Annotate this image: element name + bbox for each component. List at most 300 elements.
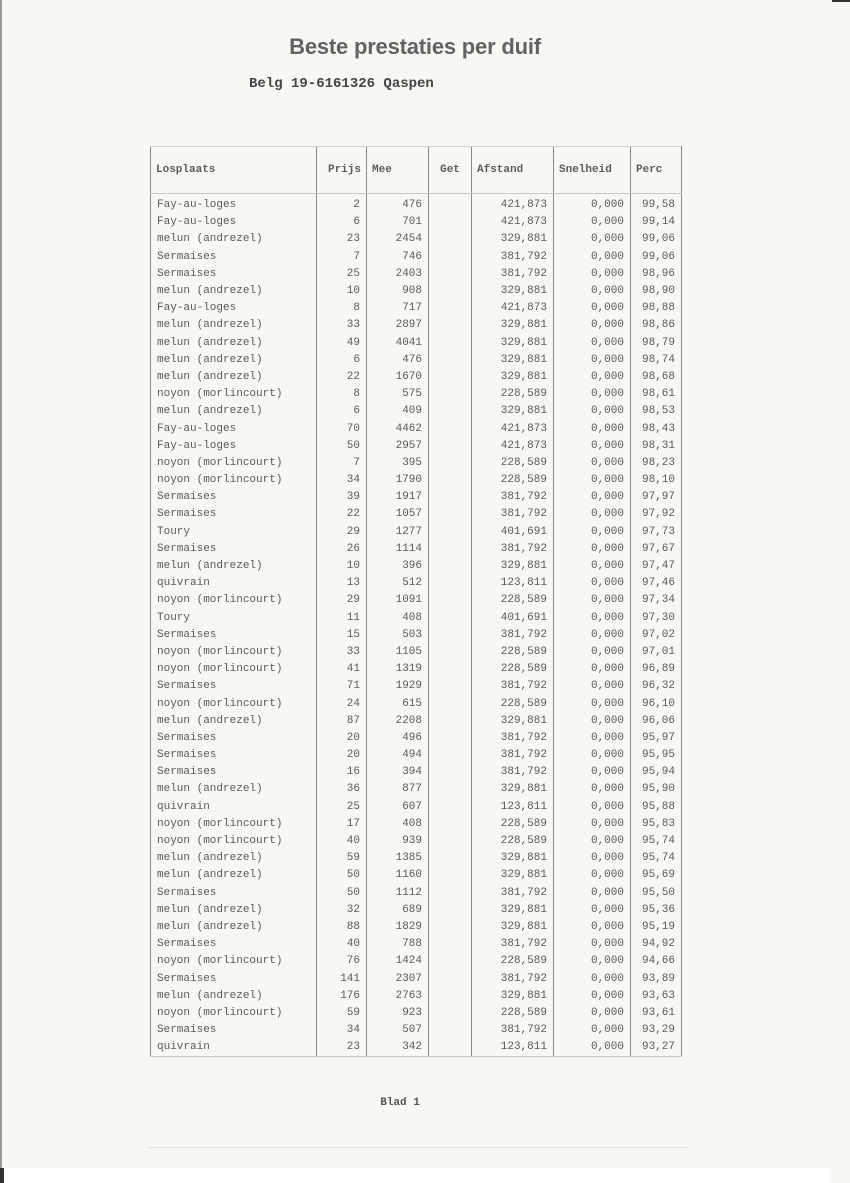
cell-losplaats: melun (andrezel) (151, 317, 317, 334)
cell-prijs: 49 (317, 335, 367, 352)
cell-get (429, 764, 472, 781)
cell-get (429, 266, 472, 283)
cell-perc: 98,23 (631, 455, 682, 472)
table-row (151, 386, 682, 403)
cell-perc: 97,47 (631, 558, 682, 575)
cell-snelheid: 0,000 (554, 953, 631, 970)
cell-mee: 701 (367, 214, 429, 231)
cell-snelheid: 0,000 (554, 317, 631, 334)
cell-perc: 98,53 (631, 403, 682, 420)
cell-afstand: 123,811 (472, 1039, 554, 1057)
cell-get (429, 781, 472, 798)
cell-get (429, 695, 472, 712)
cell-losplaats: Toury (151, 524, 317, 541)
cell-get (429, 816, 472, 833)
cell-get (429, 730, 472, 747)
cell-losplaats: noyon (morlincourt) (151, 644, 317, 661)
cell-perc: 97,01 (631, 644, 682, 661)
table-row (151, 713, 682, 730)
cell-losplaats: Sermaises (151, 249, 317, 266)
cell-afstand: 329,881 (472, 919, 554, 936)
table-row (151, 695, 682, 712)
cell-afstand: 123,811 (472, 799, 554, 816)
scan-left-edge (0, 0, 2, 1183)
cell-mee: 408 (367, 816, 429, 833)
cell-losplaats: Sermaises (151, 627, 317, 644)
cell-prijs: 6 (317, 214, 367, 231)
cell-mee: 2307 (367, 970, 429, 987)
cell-afstand: 381,792 (472, 747, 554, 764)
cell-perc: 99,06 (631, 249, 682, 266)
cell-perc: 93,89 (631, 970, 682, 987)
cell-afstand: 381,792 (472, 970, 554, 987)
cell-mee: 503 (367, 627, 429, 644)
cell-prijs: 33 (317, 317, 367, 334)
cell-mee: 615 (367, 695, 429, 712)
cell-losplaats: noyon (morlincourt) (151, 833, 317, 850)
cell-perc: 98,68 (631, 369, 682, 386)
page-number: Blad 1 (380, 1097, 420, 1109)
cell-get (429, 420, 472, 437)
table-row (151, 335, 682, 352)
cell-losplaats: Sermaises (151, 730, 317, 747)
cell-get (429, 644, 472, 661)
cell-afstand: 329,881 (472, 369, 554, 386)
table-row (151, 489, 682, 506)
cell-perc: 97,46 (631, 575, 682, 592)
cell-perc: 99,58 (631, 194, 682, 215)
pigeon-id: Belg 19-6161326 Qaspen (249, 76, 434, 92)
table-row (151, 231, 682, 248)
cell-losplaats: Sermaises (151, 678, 317, 695)
cell-mee: 877 (367, 781, 429, 798)
cell-mee: 746 (367, 249, 429, 266)
cell-perc: 99,14 (631, 214, 682, 231)
cell-prijs: 22 (317, 506, 367, 523)
cell-mee: 494 (367, 747, 429, 764)
cell-perc: 97,92 (631, 506, 682, 523)
cell-mee: 939 (367, 833, 429, 850)
cell-snelheid: 0,000 (554, 1039, 631, 1057)
table-row (151, 970, 682, 987)
cell-perc: 95,36 (631, 902, 682, 919)
cell-prijs: 34 (317, 1022, 367, 1039)
cell-mee: 1829 (367, 919, 429, 936)
cell-perc: 95,74 (631, 833, 682, 850)
cell-afstand: 329,881 (472, 713, 554, 730)
cell-prijs: 11 (317, 610, 367, 627)
header-get: Get (429, 147, 472, 194)
cell-losplaats: Sermaises (151, 747, 317, 764)
cell-get (429, 953, 472, 970)
cell-prijs: 7 (317, 249, 367, 266)
cell-perc: 95,94 (631, 764, 682, 781)
cell-snelheid: 0,000 (554, 833, 631, 850)
cell-snelheid: 0,000 (554, 489, 631, 506)
table-row (151, 283, 682, 300)
cell-afstand: 421,873 (472, 420, 554, 437)
header-snelheid: Snelheid (554, 147, 631, 194)
cell-afstand: 381,792 (472, 730, 554, 747)
table-row (151, 816, 682, 833)
cell-mee: 2897 (367, 317, 429, 334)
cell-snelheid: 0,000 (554, 902, 631, 919)
cell-get (429, 335, 472, 352)
table-row (151, 420, 682, 437)
cell-mee: 788 (367, 936, 429, 953)
cell-snelheid: 0,000 (554, 403, 631, 420)
table-row (151, 988, 682, 1005)
cell-afstand: 228,589 (472, 644, 554, 661)
cell-snelheid: 0,000 (554, 541, 631, 558)
cell-snelheid: 0,000 (554, 506, 631, 523)
cell-perc: 97,67 (631, 541, 682, 558)
cell-mee: 476 (367, 352, 429, 369)
cell-prijs: 29 (317, 592, 367, 609)
table-row (151, 1005, 682, 1022)
cell-prijs: 50 (317, 885, 367, 902)
cell-mee: 342 (367, 1039, 429, 1057)
cell-afstand: 381,792 (472, 541, 554, 558)
cell-perc: 94,92 (631, 936, 682, 953)
cell-afstand: 329,881 (472, 335, 554, 352)
cell-snelheid: 0,000 (554, 249, 631, 266)
cell-snelheid: 0,000 (554, 1005, 631, 1022)
cell-perc: 98,96 (631, 266, 682, 283)
cell-afstand: 401,691 (472, 524, 554, 541)
cell-losplaats: melun (andrezel) (151, 403, 317, 420)
cell-snelheid: 0,000 (554, 867, 631, 884)
cell-prijs: 25 (317, 266, 367, 283)
cell-afstand: 228,589 (472, 953, 554, 970)
cell-prijs: 59 (317, 1005, 367, 1022)
table-row (151, 455, 682, 472)
cell-losplaats: Sermaises (151, 1022, 317, 1039)
table-row (151, 867, 682, 884)
cell-snelheid: 0,000 (554, 420, 631, 437)
cell-get (429, 524, 472, 541)
cell-afstand: 381,792 (472, 249, 554, 266)
cell-get (429, 988, 472, 1005)
cell-afstand: 329,881 (472, 231, 554, 248)
cell-snelheid: 0,000 (554, 799, 631, 816)
cell-prijs: 50 (317, 438, 367, 455)
cell-prijs: 76 (317, 953, 367, 970)
cell-mee: 2403 (367, 266, 429, 283)
cell-snelheid: 0,000 (554, 369, 631, 386)
cell-perc: 97,02 (631, 627, 682, 644)
cell-mee: 575 (367, 386, 429, 403)
cell-mee: 1790 (367, 472, 429, 489)
cell-perc: 93,27 (631, 1039, 682, 1057)
cell-perc: 98,90 (631, 283, 682, 300)
cell-get (429, 850, 472, 867)
cell-prijs: 26 (317, 541, 367, 558)
cell-get (429, 386, 472, 403)
cell-prijs: 36 (317, 781, 367, 798)
cell-perc: 97,73 (631, 524, 682, 541)
cell-prijs: 17 (317, 816, 367, 833)
cell-afstand: 228,589 (472, 386, 554, 403)
cell-losplaats: melun (andrezel) (151, 369, 317, 386)
cell-snelheid: 0,000 (554, 300, 631, 317)
cell-snelheid: 0,000 (554, 214, 631, 231)
cell-snelheid: 0,000 (554, 747, 631, 764)
table-row (151, 438, 682, 455)
cell-prijs: 59 (317, 850, 367, 867)
cell-perc: 99,06 (631, 231, 682, 248)
cell-prijs: 71 (317, 678, 367, 695)
cell-snelheid: 0,000 (554, 730, 631, 747)
table-row (151, 833, 682, 850)
table-row (151, 317, 682, 334)
cell-prijs: 40 (317, 833, 367, 850)
cell-get (429, 867, 472, 884)
cell-losplaats: Fay-au-loges (151, 438, 317, 455)
cell-mee: 1105 (367, 644, 429, 661)
cell-afstand: 228,589 (472, 695, 554, 712)
cell-losplaats: melun (andrezel) (151, 352, 317, 369)
cell-snelheid: 0,000 (554, 455, 631, 472)
cell-get (429, 970, 472, 987)
cell-perc: 96,32 (631, 678, 682, 695)
cell-perc: 95,50 (631, 885, 682, 902)
table-row (151, 352, 682, 369)
cell-afstand: 228,589 (472, 1005, 554, 1022)
cell-losplaats: quivrain (151, 575, 317, 592)
cell-perc: 96,89 (631, 661, 682, 678)
table-row (151, 592, 682, 609)
cell-mee: 607 (367, 799, 429, 816)
cell-afstand: 329,881 (472, 850, 554, 867)
cell-get (429, 369, 472, 386)
table-row (151, 558, 682, 575)
cell-prijs: 20 (317, 747, 367, 764)
cell-losplaats: Sermaises (151, 541, 317, 558)
cell-perc: 93,63 (631, 988, 682, 1005)
table-row (151, 524, 682, 541)
cell-mee: 1385 (367, 850, 429, 867)
cell-get (429, 455, 472, 472)
cell-afstand: 381,792 (472, 489, 554, 506)
table-row (151, 472, 682, 489)
cell-afstand: 381,792 (472, 1022, 554, 1039)
cell-perc: 98,43 (631, 420, 682, 437)
cell-perc: 95,19 (631, 919, 682, 936)
cell-get (429, 627, 472, 644)
header-perc: Perc (631, 147, 682, 194)
cell-mee: 908 (367, 283, 429, 300)
cell-losplaats: Fay-au-loges (151, 194, 317, 215)
table-row (151, 541, 682, 558)
cell-perc: 96,06 (631, 713, 682, 730)
cell-snelheid: 0,000 (554, 386, 631, 403)
table-row (151, 919, 682, 936)
cell-mee: 717 (367, 300, 429, 317)
cell-perc: 93,29 (631, 1022, 682, 1039)
cell-mee: 4041 (367, 335, 429, 352)
cell-afstand: 401,691 (472, 610, 554, 627)
table-row (151, 575, 682, 592)
cell-prijs: 15 (317, 627, 367, 644)
cell-snelheid: 0,000 (554, 970, 631, 987)
cell-snelheid: 0,000 (554, 610, 631, 627)
cell-perc: 95,90 (631, 781, 682, 798)
cell-afstand: 329,881 (472, 317, 554, 334)
cell-afstand: 381,792 (472, 936, 554, 953)
cell-prijs: 10 (317, 283, 367, 300)
cell-losplaats: noyon (morlincourt) (151, 592, 317, 609)
cell-losplaats: melun (andrezel) (151, 919, 317, 936)
table-row (151, 730, 682, 747)
cell-prijs: 176 (317, 988, 367, 1005)
cell-perc: 97,30 (631, 610, 682, 627)
cell-get (429, 541, 472, 558)
cell-losplaats: noyon (morlincourt) (151, 386, 317, 403)
cell-snelheid: 0,000 (554, 850, 631, 867)
cell-mee: 408 (367, 610, 429, 627)
cell-prijs: 23 (317, 1039, 367, 1057)
cell-get (429, 661, 472, 678)
cell-losplaats: noyon (morlincourt) (151, 1005, 317, 1022)
cell-prijs: 70 (317, 420, 367, 437)
cell-mee: 1319 (367, 661, 429, 678)
cell-losplaats: Sermaises (151, 506, 317, 523)
cell-snelheid: 0,000 (554, 644, 631, 661)
cell-snelheid: 0,000 (554, 472, 631, 489)
cell-perc: 98,74 (631, 352, 682, 369)
cell-snelheid: 0,000 (554, 283, 631, 300)
header-afstand: Afstand (472, 147, 554, 194)
cell-afstand: 329,881 (472, 902, 554, 919)
header-losplaats: Losplaats (151, 147, 317, 194)
cell-afstand: 329,881 (472, 988, 554, 1005)
cell-get (429, 472, 472, 489)
cell-losplaats: Fay-au-loges (151, 214, 317, 231)
header-prijs: Prijs (317, 147, 367, 194)
cell-mee: 1057 (367, 506, 429, 523)
cell-get (429, 283, 472, 300)
cell-afstand: 329,881 (472, 352, 554, 369)
table-row (151, 627, 682, 644)
cell-losplaats: melun (andrezel) (151, 781, 317, 798)
cell-perc: 96,10 (631, 695, 682, 712)
cell-afstand: 329,881 (472, 558, 554, 575)
cell-mee: 2763 (367, 988, 429, 1005)
cell-perc: 95,83 (631, 816, 682, 833)
table-body (151, 194, 682, 1057)
cell-losplaats: Sermaises (151, 970, 317, 987)
cell-perc: 98,61 (631, 386, 682, 403)
table-row (151, 1022, 682, 1039)
cell-snelheid: 0,000 (554, 678, 631, 695)
cell-get (429, 489, 472, 506)
cell-mee: 396 (367, 558, 429, 575)
cell-perc: 95,97 (631, 730, 682, 747)
table-row (151, 369, 682, 386)
cell-mee: 923 (367, 1005, 429, 1022)
cell-mee: 512 (367, 575, 429, 592)
cell-get (429, 403, 472, 420)
results-table (150, 146, 682, 1057)
cell-losplaats: noyon (morlincourt) (151, 953, 317, 970)
cell-prijs: 39 (317, 489, 367, 506)
cell-snelheid: 0,000 (554, 713, 631, 730)
cell-get (429, 575, 472, 592)
cell-afstand: 228,589 (472, 833, 554, 850)
cell-perc: 94,66 (631, 953, 682, 970)
cell-get (429, 300, 472, 317)
cell-losplaats: melun (andrezel) (151, 867, 317, 884)
table-row (151, 781, 682, 798)
cell-get (429, 936, 472, 953)
cell-perc: 95,95 (631, 747, 682, 764)
cell-prijs: 41 (317, 661, 367, 678)
cell-losplaats: melun (andrezel) (151, 558, 317, 575)
cell-losplaats: melun (andrezel) (151, 283, 317, 300)
table-row (151, 1039, 682, 1057)
cell-mee: 1112 (367, 885, 429, 902)
cell-perc: 98,31 (631, 438, 682, 455)
cell-get (429, 231, 472, 248)
cell-perc: 97,34 (631, 592, 682, 609)
cell-perc: 97,97 (631, 489, 682, 506)
header-mee: Mee (367, 147, 429, 194)
cell-prijs: 29 (317, 524, 367, 541)
cell-afstand: 329,881 (472, 403, 554, 420)
cell-afstand: 228,589 (472, 816, 554, 833)
table-row (151, 936, 682, 953)
cell-losplaats: Sermaises (151, 764, 317, 781)
cell-afstand: 421,873 (472, 300, 554, 317)
cell-snelheid: 0,000 (554, 335, 631, 352)
divider (148, 1147, 688, 1148)
cell-snelheid: 0,000 (554, 695, 631, 712)
cell-prijs: 7 (317, 455, 367, 472)
cell-afstand: 421,873 (472, 438, 554, 455)
cell-snelheid: 0,000 (554, 524, 631, 541)
cell-mee: 1929 (367, 678, 429, 695)
cell-get (429, 214, 472, 231)
page-title: Beste prestaties per duif (289, 34, 541, 59)
cell-perc: 98,88 (631, 300, 682, 317)
cell-losplaats: melun (andrezel) (151, 335, 317, 352)
cell-losplaats: Fay-au-loges (151, 420, 317, 437)
cell-get (429, 1022, 472, 1039)
cell-prijs: 6 (317, 403, 367, 420)
cell-snelheid: 0,000 (554, 592, 631, 609)
cell-snelheid: 0,000 (554, 885, 631, 902)
cell-mee: 394 (367, 764, 429, 781)
cell-perc: 95,88 (631, 799, 682, 816)
cell-perc: 95,69 (631, 867, 682, 884)
table-header-row (151, 147, 682, 194)
cell-perc: 98,10 (631, 472, 682, 489)
table-row (151, 799, 682, 816)
cell-afstand: 329,881 (472, 867, 554, 884)
cell-mee: 4462 (367, 420, 429, 437)
table-row (151, 266, 682, 283)
cell-prijs: 25 (317, 799, 367, 816)
cell-prijs: 8 (317, 386, 367, 403)
cell-prijs: 6 (317, 352, 367, 369)
cell-perc: 95,74 (631, 850, 682, 867)
cell-afstand: 329,881 (472, 781, 554, 798)
cell-snelheid: 0,000 (554, 936, 631, 953)
cell-mee: 496 (367, 730, 429, 747)
cell-get (429, 592, 472, 609)
cell-afstand: 228,589 (472, 472, 554, 489)
